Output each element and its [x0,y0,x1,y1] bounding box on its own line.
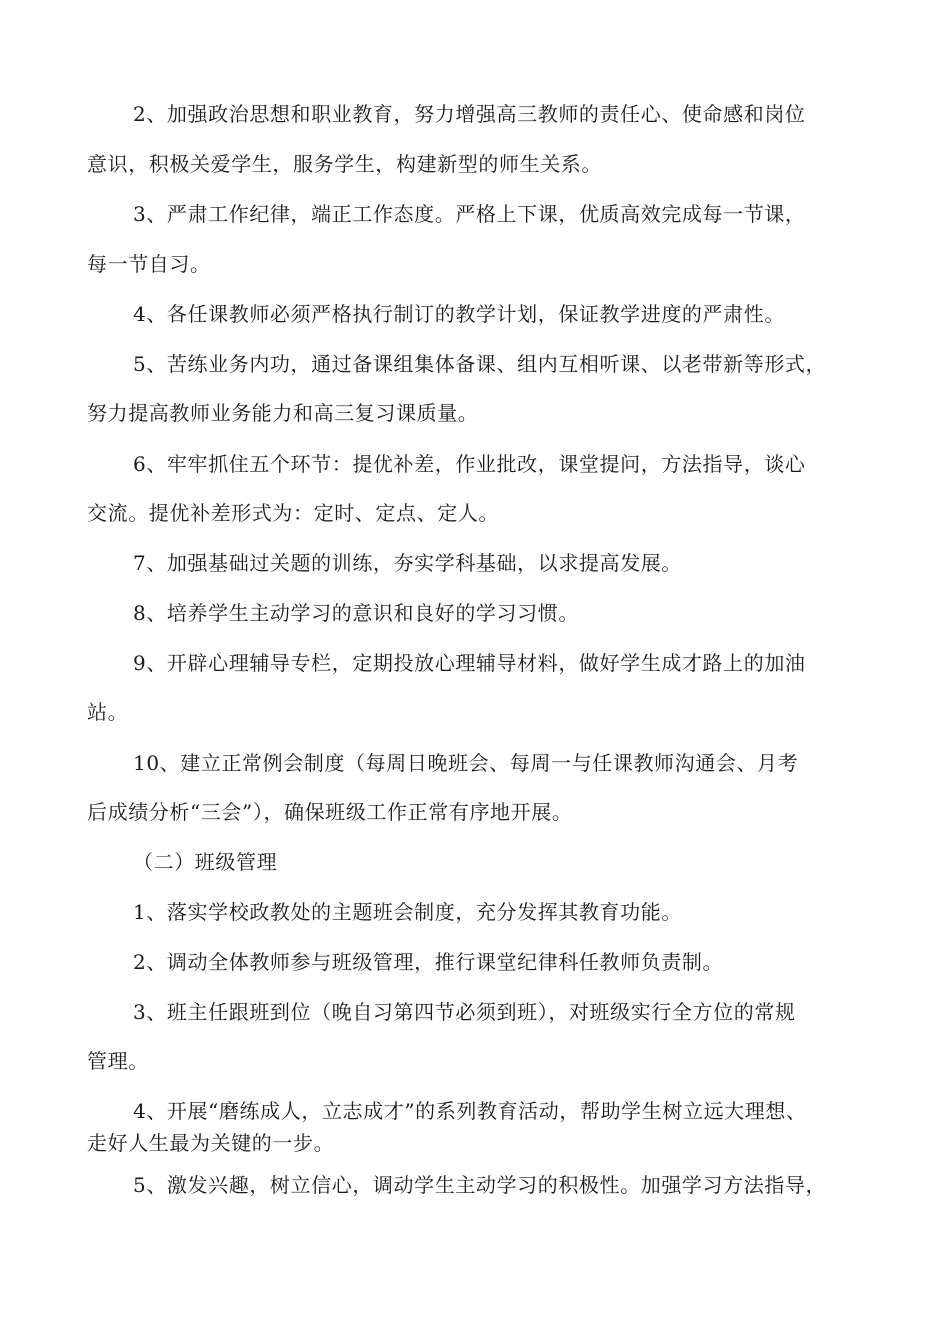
text-line: 管理。 [87,1049,149,1073]
text-line: 5、苦练业务内功，通过备课组集体备课、组内互相听课、以老带新等形式， [133,352,827,376]
text-line: 努力提高教师业务能力和高三复习课质量。 [87,401,479,425]
text-line: 9、开辟心理辅导专栏，定期投放心理辅导材料，做好学生成才路上的加油 [133,651,806,675]
text-line: 1、落实学校政教处的主题班会制度，充分发挥其教育功能。 [133,900,682,924]
text-line: 6、牢牢抓住五个环节：提优补差，作业批改，课堂提问，方法指导，谈心 [133,452,806,476]
text-line: 2、加强政治思想和职业教育，努力增强高三教师的责任心、使命感和岗位 [133,102,806,126]
text-line: 走好人生最为关键的一步。 [87,1131,335,1155]
section-heading: （二）班级管理 [133,850,278,874]
text-line: 4、各任课教师必须严格执行制订的教学计划，保证教学进度的严肃性。 [133,302,785,326]
text-line: 交流。提优补差形式为：定时、定点、定人。 [87,501,499,525]
text-line: 后成绩分析“三会”），确保班级工作正常有序地开展。 [87,800,573,824]
text-line: 5、激发兴趣，树立信心，调动学生主动学习的积极性。加强学习方法指导， [133,1173,827,1197]
text-line: 意识，积极关爱学生，服务学生，构建新型的师生关系。 [87,152,602,176]
text-line: 2、调动全体教师参与班级管理，推行课堂纪律科任教师负责制。 [133,950,724,974]
text-line: 8、培养学生主动学习的意识和良好的学习习惯。 [133,601,579,625]
text-line: 4、开展“磨练成人，立志成才”的系列教育活动，帮助学生树立远大理想、 [133,1099,807,1123]
text-line: 10、建立正常例会制度（每周日晚班会、每周一与任课教师沟通会、月考 [133,751,799,775]
text-line: 每一节自习。 [87,252,211,276]
text-line: 3、严肃工作纪律，端正工作态度。严格上下课，优质高效完成每一节课， [133,202,806,226]
text-line: 站。 [87,700,129,724]
text-line: 7、加强基础过关题的训练，夯实学科基础，以求提高发展。 [133,551,682,575]
text-line: 3、班主任跟班到位（晚自习第四节必须到班），对班级实行全方位的常规 [133,1000,796,1024]
